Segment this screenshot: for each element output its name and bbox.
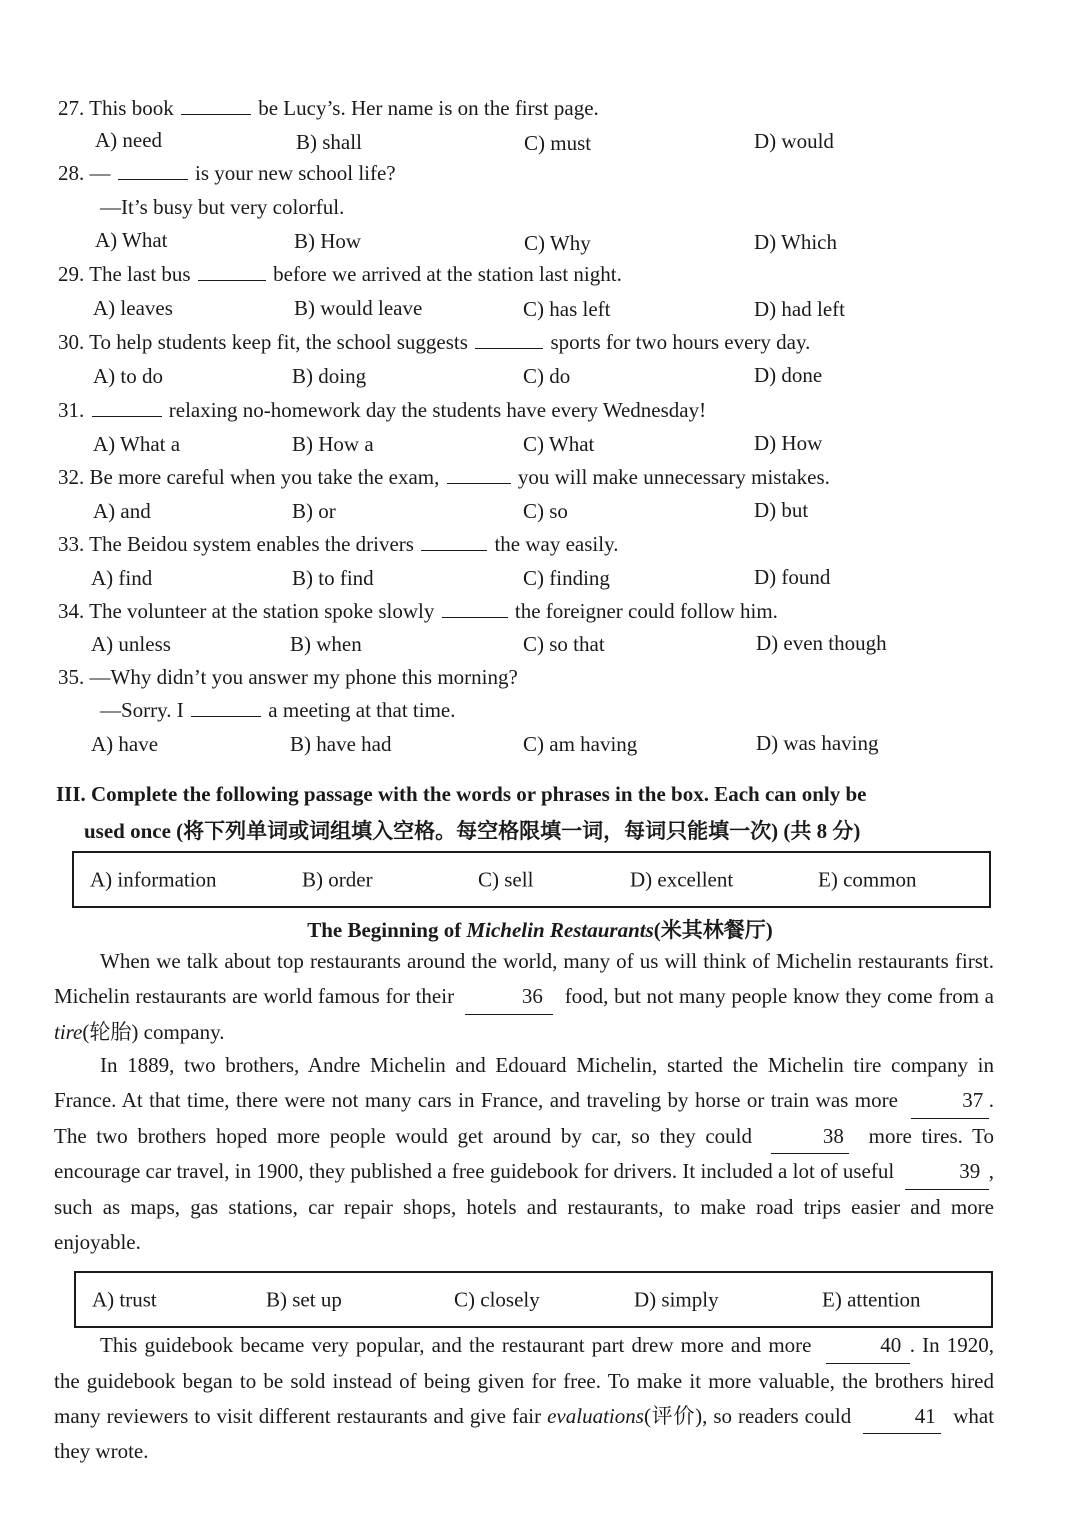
- option-d[interactable]: D) found: [754, 565, 831, 589]
- title-cn: (米其林餐厅): [653, 918, 773, 942]
- answer-blank[interactable]: [442, 599, 508, 618]
- paragraph-text: (轮胎) company.: [82, 1019, 225, 1044]
- word-option: C) sell: [478, 867, 534, 891]
- paragraph-text: food, but not many people know they come from a: [564, 983, 995, 1008]
- option-c[interactable]: C) Why: [524, 231, 591, 255]
- question-stem-rest: the way easily.: [494, 532, 619, 556]
- option-d[interactable]: D) Which: [754, 230, 838, 254]
- section-heading: III. Complete the following passage with the words or phrases in the box. Each can only be: [56, 782, 867, 806]
- question-stem-rest: before we arrived at the station last night.: [273, 262, 622, 286]
- question-stem: 30. To help students keep fit, the school suggests: [58, 330, 468, 354]
- option-c[interactable]: C) What: [523, 432, 595, 456]
- reply-text-rest: a meeting at that time.: [268, 698, 456, 722]
- option-c[interactable]: C) so: [523, 499, 568, 523]
- paragraph-text: more tires. To encourage car travel, in 1900, they published a free guidebook for drivers. It included a lot of useful: [54, 1123, 995, 1184]
- blank-41[interactable]: 41: [863, 1399, 941, 1435]
- question-31: [58, 398, 706, 423]
- option-b[interactable]: B) to find: [292, 566, 374, 590]
- option-d[interactable]: D) done: [754, 363, 823, 387]
- option-c[interactable]: C) has left: [523, 297, 611, 321]
- dialogue-reply: —It’s busy but very colorful.: [100, 195, 345, 219]
- question-stem: 32. Be more careful when you take the exam,: [58, 465, 440, 489]
- option-a[interactable]: A) need: [95, 128, 163, 152]
- question-stem-rest: the foreigner could follow him.: [514, 599, 778, 623]
- paragraph-italic: tire: [54, 1019, 83, 1044]
- question-27: [58, 96, 599, 121]
- paragraph-text: In 1889, two brothers, Andre Michelin and Edouard Michelin, started the Michelin tire company in France. At that time, there were not many cars in France, and traveling by horse or train was more: [54, 1053, 994, 1112]
- answer-blank[interactable]: [92, 398, 162, 417]
- blank-38[interactable]: 38: [771, 1119, 849, 1155]
- option-a[interactable]: A) have: [91, 732, 159, 756]
- option-d[interactable]: D) was having: [756, 731, 879, 755]
- paragraph-text: (评价), so readers could: [643, 1403, 852, 1428]
- question-stem-rest: be Lucy’s. Her name is on the first page.: [258, 96, 599, 120]
- question-stem-rest: sports for two hours every day.: [550, 330, 811, 354]
- paragraph-text: . The two brothers hoped more people would get around by car, so they could: [54, 1087, 994, 1148]
- word-option: D) simply: [634, 1287, 719, 1311]
- question-stem: 29. The last bus: [58, 262, 191, 286]
- question-stem: 28. —: [58, 161, 111, 185]
- option-c[interactable]: C) so that: [523, 632, 605, 656]
- question-stem: 33. The Beidou system enables the drivers: [58, 532, 414, 556]
- question-34: [58, 599, 778, 624]
- question-28: [58, 161, 396, 186]
- option-d[interactable]: D) How: [754, 431, 823, 455]
- word-box-2: [74, 1271, 993, 1328]
- answer-blank[interactable]: [447, 465, 511, 484]
- word-option: E) attention: [822, 1287, 921, 1311]
- reply-text: —Sorry. I: [100, 698, 184, 722]
- option-c[interactable]: C) do: [523, 364, 571, 388]
- question-stem: 27. This book: [58, 96, 174, 120]
- option-c[interactable]: C) must: [524, 131, 592, 155]
- word-option: D) excellent: [630, 867, 734, 891]
- option-b[interactable]: B) doing: [292, 364, 367, 388]
- answer-blank[interactable]: [181, 96, 251, 115]
- question-35: [58, 665, 518, 690]
- option-b[interactable]: B) or: [292, 499, 336, 523]
- option-d[interactable]: D) had left: [754, 297, 845, 321]
- word-option: B) set up: [266, 1287, 342, 1311]
- blank-36[interactable]: 36: [465, 979, 553, 1015]
- title-text: The Beginning of: [307, 918, 467, 942]
- question-stem-rest: you will make unnecessary mistakes.: [517, 465, 830, 489]
- option-b[interactable]: B) How a: [292, 432, 374, 456]
- blank-37[interactable]: 37: [911, 1083, 989, 1119]
- paragraph-text: When we talk about top restaurants around the world, many of us will think of Michelin restaurants first. Michelin restaurants are world famous for their: [54, 949, 994, 1008]
- passage-paragraph-3: [54, 1328, 994, 1469]
- option-b[interactable]: B) How: [294, 229, 362, 253]
- option-b[interactable]: B) would leave: [294, 296, 423, 320]
- paragraph-text: , such as maps, gas stations, car repair shops, hotels and restaurants, to make road trips easier and more enjoyable.: [54, 1159, 995, 1254]
- option-b[interactable]: B) have had: [290, 732, 392, 756]
- question-stem: 31.: [58, 398, 85, 422]
- option-c[interactable]: C) finding: [523, 566, 610, 590]
- option-a[interactable]: A) What a: [93, 432, 181, 456]
- question-33: [58, 532, 618, 557]
- passage-title: [0, 914, 1080, 944]
- option-a[interactable]: A) and: [93, 499, 151, 523]
- word-box-1: [72, 851, 991, 908]
- word-option: A) information: [90, 867, 217, 891]
- paragraph-text: what they wrote.: [54, 1403, 995, 1464]
- answer-blank[interactable]: [475, 330, 543, 349]
- question-stem-rest: relaxing no-homework day the students have every Wednesday!: [168, 398, 707, 422]
- option-d[interactable]: D) would: [754, 129, 834, 153]
- passage-paragraph-1: [54, 944, 994, 1049]
- question-stem: 35. —Why didn’t you answer my phone this morning?: [58, 665, 518, 689]
- title-italic: Michelin Restaurants: [466, 918, 654, 942]
- word-option: B) order: [302, 867, 373, 891]
- blank-40[interactable]: 40: [826, 1328, 910, 1364]
- question-30: [58, 330, 810, 355]
- answer-blank[interactable]: [421, 532, 487, 551]
- section-heading-line2: used once (将下列单词或词组填入空格。每空格限填一词，每词只能填一次) (共 8 分): [84, 819, 861, 843]
- option-d[interactable]: D) even though: [756, 631, 887, 655]
- option-a[interactable]: A) What: [95, 228, 168, 252]
- option-b[interactable]: B) when: [290, 632, 362, 656]
- option-c[interactable]: C) am having: [523, 732, 638, 756]
- question-32: [58, 465, 830, 490]
- dialogue-reply: [100, 698, 455, 723]
- option-a[interactable]: A) unless: [91, 632, 171, 656]
- question-29: [58, 262, 622, 287]
- option-b[interactable]: B) shall: [296, 130, 362, 154]
- paragraph-text: This guidebook became very popular, and the restaurant part drew more and more: [100, 1333, 812, 1357]
- answer-blank[interactable]: [191, 698, 261, 717]
- option-a[interactable]: A) leaves: [93, 296, 173, 320]
- passage-paragraph-2: [54, 1048, 994, 1260]
- option-a[interactable]: A) find: [91, 566, 153, 590]
- blank-39[interactable]: 39: [905, 1154, 989, 1190]
- option-d[interactable]: D) but: [754, 498, 809, 522]
- word-option: C) closely: [454, 1287, 540, 1311]
- question-stem-rest: is your new school life?: [195, 161, 396, 185]
- word-option: E) common: [818, 867, 917, 891]
- option-a[interactable]: A) to do: [93, 364, 163, 388]
- paragraph-text: . In 1920, the guidebook began to be sold instead of being given for free. To make it more valuable, the brothers hired many reviewers to visit different restaurants and give fair: [54, 1333, 994, 1428]
- question-stem: 34. The volunteer at the station spoke slowly: [58, 599, 435, 623]
- answer-blank[interactable]: [198, 262, 266, 281]
- answer-blank[interactable]: [118, 161, 188, 180]
- paragraph-italic: evaluations: [547, 1403, 644, 1428]
- word-option: A) trust: [92, 1287, 157, 1311]
